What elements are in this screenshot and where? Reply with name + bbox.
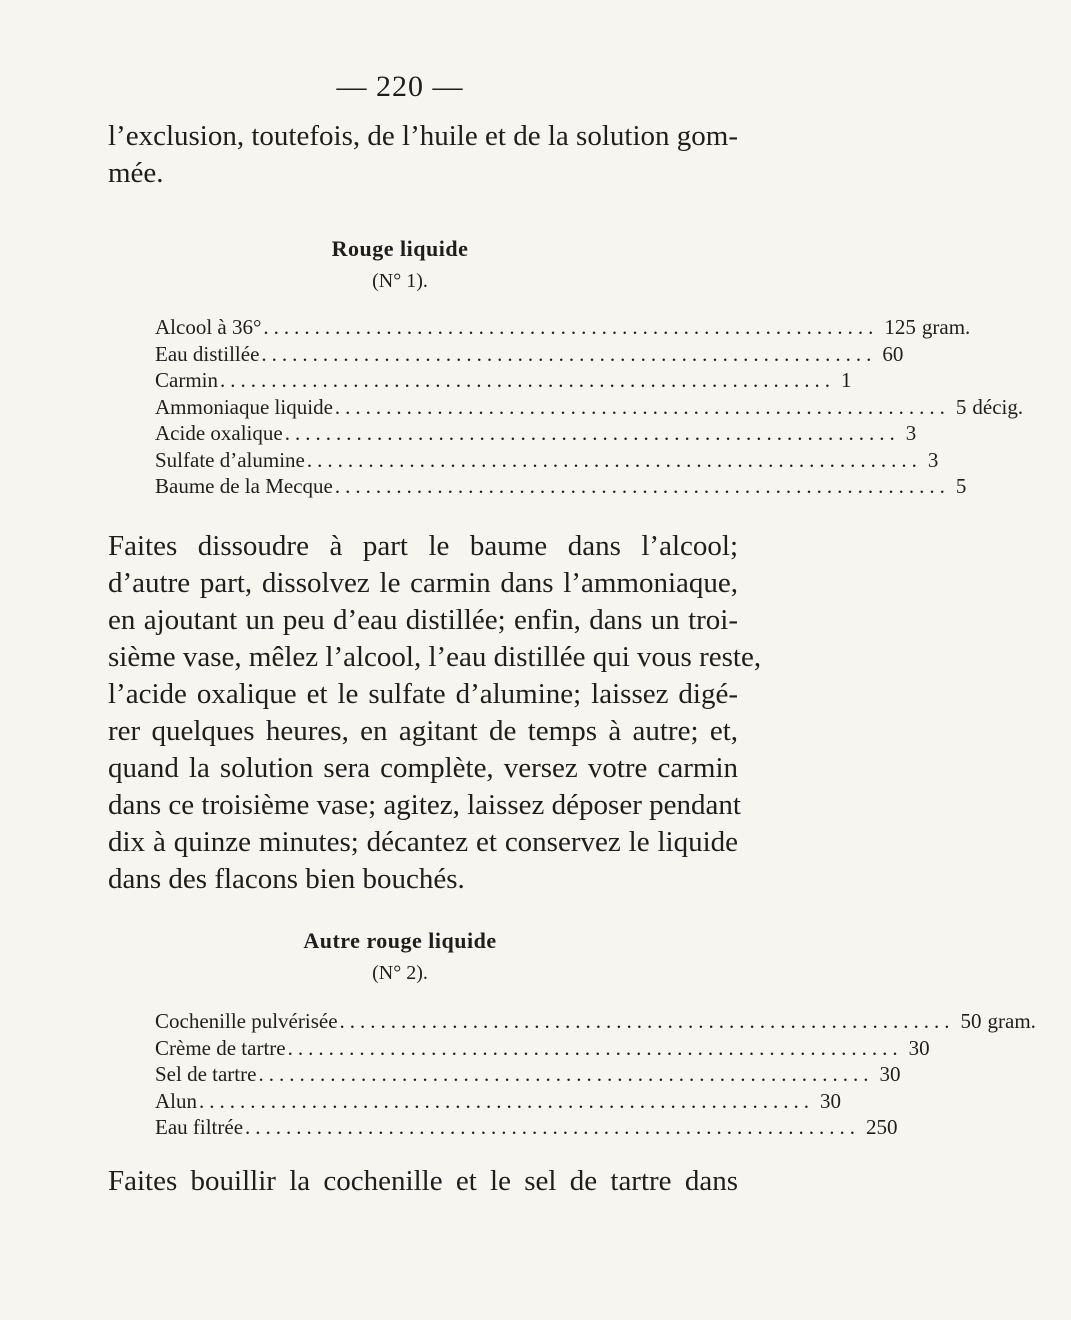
text-line: dix à quinze minutes; décantez et conservez le liquide <box>108 826 738 858</box>
quantity-value: 30 <box>908 1035 930 1060</box>
ingredient-name: Sel de tartre <box>155 1062 257 1086</box>
ingredient-name: Eau filtrée <box>155 1115 244 1139</box>
ingredient-row <box>155 1061 901 1088</box>
ingredient-row <box>155 314 971 341</box>
ingredient-name: Sulfate d’alumine <box>155 447 305 472</box>
ingredient-row <box>155 447 939 474</box>
ingredient-quantity <box>884 314 994 341</box>
dot-leader: ............................................................ <box>220 368 835 392</box>
quantity-value: 3 <box>905 421 917 445</box>
page-number: — 220 — <box>336 70 464 103</box>
ingredient-row <box>155 420 917 447</box>
quantity-unit: décig. <box>972 394 1024 419</box>
quantity-unit: gram. <box>987 1009 1036 1033</box>
text-line: en ajoutant un peu d’eau distillée; enfin, dans un troi- <box>108 604 738 636</box>
recipe-1-number: (N° 1). <box>372 270 428 292</box>
dot-leader: ............................................................ <box>334 474 950 498</box>
recipe-1-title: Rouge liquide <box>331 236 469 261</box>
text-line: dans ce troisième vase; agitez, laissez déposer pendant <box>108 789 741 821</box>
dot-leader: ............................................................ <box>263 315 879 339</box>
ingredient-row <box>155 394 1024 421</box>
dot-leader: ............................................................ <box>258 1062 874 1086</box>
ingredient-quantity <box>956 473 1066 500</box>
recipe-2-title: Autre rouge liquide <box>303 928 497 953</box>
dot-leader: ............................................................ <box>199 1088 814 1113</box>
quantity-value: 125 <box>884 315 916 339</box>
quantity-value: 30 <box>879 1062 901 1086</box>
ingredient-row <box>155 1088 841 1115</box>
dot-leader: ............................................................ <box>245 1115 861 1139</box>
ingredient-name: Acide oxalique <box>155 421 283 445</box>
instructions-paragraph <box>108 528 762 898</box>
text-line: l’exclusion, toutefois, de l’huile et de la solution gom- <box>108 120 738 152</box>
ingredient-name: Cochenille pulvérisée <box>155 1009 338 1033</box>
recipe-2-ingredients <box>155 1008 1036 1141</box>
closing-paragraph <box>108 1163 738 1200</box>
intro-paragraph <box>108 118 738 192</box>
ingredient-quantity <box>906 420 1016 447</box>
ingredient-quantity <box>841 367 951 394</box>
recipe-1-ingredients <box>155 314 1024 500</box>
ingredient-name: Alun <box>155 1088 197 1113</box>
ingredient-row <box>155 367 852 394</box>
quantity-value: 1 <box>841 368 852 392</box>
ingredient-row <box>155 1008 1036 1035</box>
dot-leader: ............................................................ <box>339 1009 955 1033</box>
quantity-unit: gram. <box>921 315 971 339</box>
ingredient-name: Crème de tartre <box>155 1035 286 1060</box>
ingredient-row <box>155 341 904 368</box>
dot-leader: ............................................................ <box>261 341 877 366</box>
ingredient-name: Alcool à 36° <box>155 315 262 339</box>
text-line: quand la solution sera complète, versez votre carmin <box>108 752 738 784</box>
ingredient-quantity <box>820 1088 930 1115</box>
ingredient-quantity <box>961 1008 1071 1035</box>
dot-leader: ............................................................ <box>334 394 950 419</box>
dot-leader: ............................................................ <box>284 421 900 445</box>
text-line: sième vase, mêlez l’alcool, l’eau distillée qui vous reste, <box>108 641 762 673</box>
text-line: l’acide oxalique et le sulfate d’alumine; laissez digé- <box>108 678 738 710</box>
dot-leader: ............................................................ <box>306 447 922 472</box>
text-line: Faites bouillir la cochenille et le sel de tartre dans <box>108 1165 738 1197</box>
text-line: dans des flacons bien bouchés. <box>108 863 465 895</box>
ingredient-row <box>155 473 967 500</box>
quantity-value: 50 <box>960 1009 982 1033</box>
quantity-value: 3 <box>927 447 939 472</box>
quantity-value: 60 <box>882 341 904 366</box>
quantity-value: 5 <box>955 394 967 419</box>
dot-leader: ............................................................ <box>287 1035 903 1060</box>
quantity-value: 30 <box>820 1088 841 1113</box>
text-line: Faites dissoudre à part le baume dans l’alcool; <box>108 530 738 562</box>
ingredient-quantity <box>909 1035 1019 1062</box>
ingredient-row <box>155 1114 898 1141</box>
quantity-value: 5 <box>955 474 967 498</box>
ingredient-quantity <box>928 447 1038 474</box>
ingredient-row <box>155 1035 930 1062</box>
ingredient-name: Baume de la Mecque <box>155 474 333 498</box>
ingredient-quantity <box>956 394 1066 421</box>
ingredient-name: Carmin <box>155 368 218 392</box>
text-line: rer quelques heures, en agitant de temps à autre; et, <box>108 715 738 747</box>
text-line: mée. <box>108 157 164 189</box>
ingredient-quantity <box>879 1061 989 1088</box>
text-line: d’autre part, dissolvez le carmin dans l’ammoniaque, <box>108 567 738 599</box>
quantity-value: 250 <box>866 1115 898 1139</box>
recipe-2-number: (N° 2). <box>372 962 428 984</box>
ingredient-name: Ammoniaque liquide <box>155 394 333 419</box>
ingredient-name: Eau distillée <box>155 341 260 366</box>
ingredient-quantity <box>866 1114 976 1141</box>
ingredient-quantity <box>882 341 992 368</box>
